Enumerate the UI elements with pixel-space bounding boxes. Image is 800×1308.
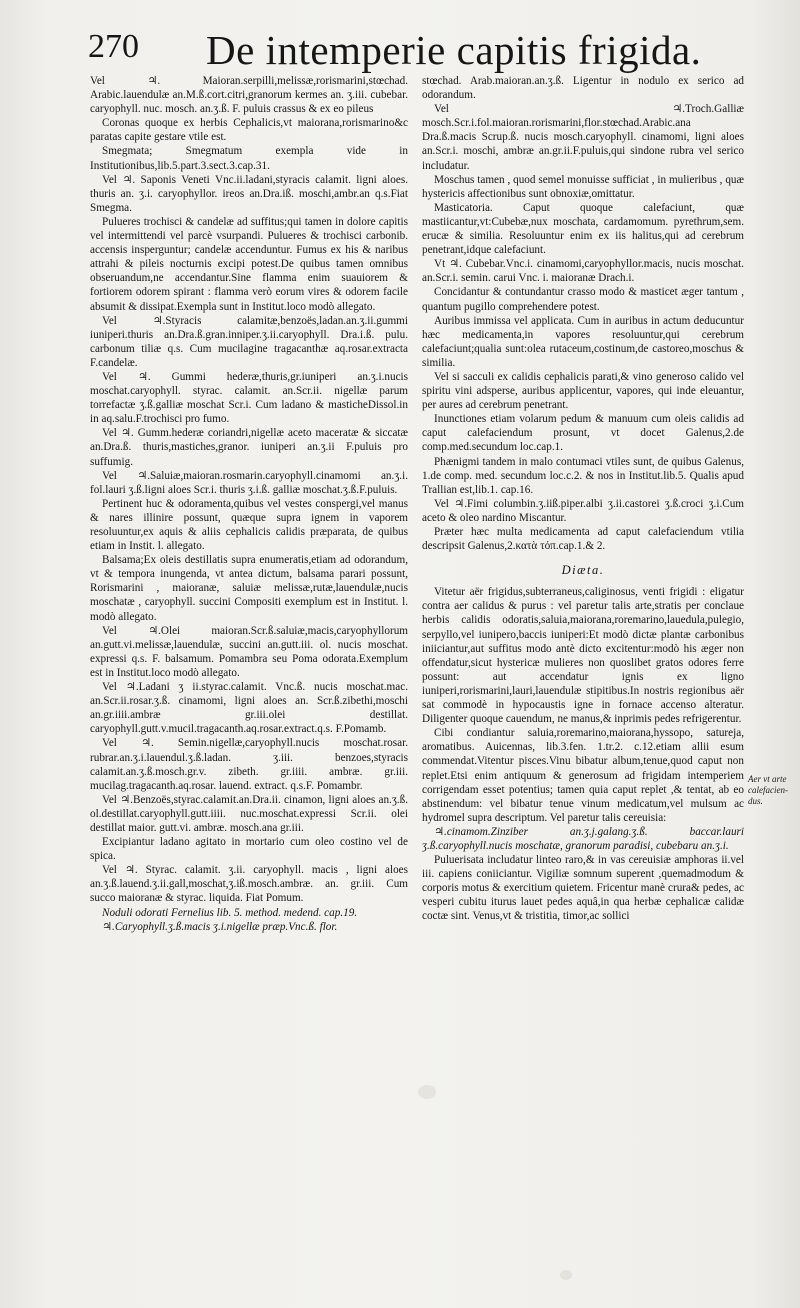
paragraph: stœchad. Arab.maioran.an.ʒ.ß. Ligentur in nodulo ex serico ad odorandum. bbox=[422, 75, 744, 102]
paragraph: Præter hæc multa medicamenta ad caput calefaciendum vtilia descripsit Galenus,2.κατὰ τόπ.cap.1.& 2. bbox=[422, 526, 744, 553]
paragraph: Inunctiones etiam volarum pedum & manuum cum oleis calidis ad caput calefaciendum prosunt, vt docet Galenus,2.de comp.med.secundum loc.cap.1. bbox=[422, 413, 744, 454]
paragraph: Vel ♃.Ladani ʒ ii.styrac.calamit. Vnc.ß. nucis moschat.mac. an.Scr.ii.rosar.ʒ.ß. cinamomi, ligni aloes an. Scr.ß.zibethi,moschi an.gr.iiii.ambræ gr.iii.olei destillat. caryophyll.gutt.v.mucil.tragacanth.aq.rosar.extract.q.s. F.Pomamb. bbox=[90, 681, 408, 736]
paragraph: Cibi condiantur saluia,roremarino,maiorana,hyssopo, satureja, aromatibus. Auicennas, lib.3.fen. 1.tr.2. c.12.etiam allii esum commendat.Vitentur pisces.Vinu bibatur album,tenue,quod caput non replet.Etsi enim antiquum & generosum ad frigidam intemperiem corrigendam esset potentius; tamen quia caput replet ,& tentat, ab eo abstinendum: vel bibatur tenue vinum medicatum,vel mulsum ac hydromel supra descriptum. Vel paretur talis cereuisia: bbox=[422, 727, 744, 824]
running-head: De intemperie capitis frigida. bbox=[206, 27, 702, 73]
right-column bbox=[422, 74, 744, 1302]
left-column bbox=[90, 74, 408, 1302]
paragraph: Moschus tamen , quod semel monuisse sufficiat , in mulieribus , quæ hystericis affectionibus sunt obnoxiæ,omittatur. bbox=[422, 173, 744, 200]
paragraph: Auribus immissa vel applicata. Cum in auribus in actum deducuntur hæc medicamenta,in vapores resoluuntur,qui cerebrum calefaciunt;qualia sunt:olea rutaceum,costinum,de castoreo,moschus & similia. bbox=[422, 314, 744, 369]
page-header bbox=[88, 26, 768, 74]
paragraph: Vel ♃.Benzoës,styrac.calamit.an.Dra.ii. cinamon, ligni aloes an.ʒ.ß. ol.destillat.caryophyll.gutt.iiii. nuc.moschat.expressi Scr.ii. olei destillat maior. gutt.vi. ambræ. mosch.ana gr.iii. bbox=[90, 793, 408, 834]
page-number: 270 bbox=[88, 28, 139, 65]
paragraph: Smegmata; Smegmatum exempla vide in Institutionibus,lib.5.part.3.sect.3.cap.31. bbox=[90, 145, 408, 172]
paragraph: Noduli odorati Fernelius lib. 5. method. medend. cap.19. bbox=[102, 906, 358, 919]
paragraph: Vel ♃. Saponis Veneti Vnc.ii.ladani,styracis calamit. ligni aloes. thuris an. ʒ.i. caryophyllor. ireos an.Dra.iß. moschi,ambr.an q.s.Fiat Smegma. bbox=[90, 173, 408, 214]
paragraph: Vel ♃.Saluiæ,maioran.rosmarin.caryophyll.cinamomi an.ʒ.i. fol.lauri ʒ.ß.ligni aloes Scr.i. thuris ʒ.i.ß. galliæ moschat.ʒ.ß.F.puluis. bbox=[90, 469, 408, 496]
paragraph: Vel ♃.Olei maioran.Scr.ß.saluiæ,macis,caryophyllorum an.gutt.vi.melissæ,lauendulæ, succini an.gutt.iii. ol. nucis moschat. expressi q.s. F. balsamum. Pomambra seu Poma odorata.Exemplum est in Institut.loco modò allegato. bbox=[90, 624, 408, 679]
paragraph: Masticatoria. Caput quoque calefaciunt, quæ mastiicantur,vt:Cubebæ,nux moschata, cardamomum. pyrethrum,sem. erucæ & similia. Resoluuntur enim ex iis halitus,qui ad cerebrum penetrant,idque calefaciunt. bbox=[422, 201, 744, 257]
paragraph: Vel ♃. Gumm.hederæ coriandri,nigellæ aceto maceratæ & siccatæ an.Dra.ß. thuris,mastiches,granor. iuniperi an.ʒ.ii F.puluis pro suffumig. bbox=[90, 427, 408, 468]
paragraph: Vitetur aër frigidus,subterraneus,caliginosus, venti frigidi : eligatur contra aer calidus & purus : vel paretur talis arte,stratis per conclaue herbis calidis odoratis,saluia,maiorana,roremarino,lauedula,pulegio, serpyllo,vel iunipero,baccis iuniperi:Et modò dictæ plantæ carbonibus iniiciantur,aut suffitus modo antè dicto excitentur:modò his æger non offendatur,sicut hystericæ mulieres non quoslibet gratos odores ferre possunt: aut accendatur ignis ex ligno iuniperi,rorismarini,lauri,lauendulæ stipitibus.In nostris regionibus aër sat commodè in hypocaustis igne in fornace accenso alteratur. Diligenter quoque cauendum, ne manus,& inprimis pedes refrigerentur. bbox=[422, 586, 744, 726]
paragraph: Vel ♃. Gummi hederæ,thuris,gr.iuniperi an.ʒ.i.nucis moschat.caryophyll. styrac. calamit. an.Scr.ii. nigellæ parum torrefactæ ʒ.ß.galliæ moschat Scr.i. Cum ladano & masticheDissol.in in aq.salu.F.trochisci pro fumo. bbox=[90, 370, 408, 426]
paragraph: Vel ♃.Styracis calamitæ,benzoës,ladan.an.ʒ.ii.gummi iuniperi.thuris an.Dra.ß.gran.inniper.ʒ.ii.caryophyll. Dra.i.ß. pulu. carbonum tiliæ q.s. Cum mucilagine tragacanthæ aq.rosar.extracta F.candelæ. bbox=[90, 314, 408, 369]
paragraph: ♃.Caryophyll.ʒ.ß.macis ʒ.i.nigellæ præp.Vnc.ß. flor. bbox=[102, 920, 338, 933]
paragraph: Vel ♃. Maioran.serpilli,melissæ,rorismarini,stœchad. Arabic.lauendulæ an.M.ß.cort.citri,granorum kermes an. ʒ.iii. cubebar. caryophyll. nuc. mosch. an.ʒ.ß. F. puluis crassus & ex eo pileus bbox=[90, 75, 408, 116]
paragraph: Pulueres trochisci & candelæ ad suffitus;qui tamen in dolore capitis vel intermittendi vel parcè vsurpandi. Pulueres & trochisci carbonib. accensis insperguntur; candelæ accenduntur. Fumus ex his & naribus attrahi & pileis nocturnis excipi potest.De quibus tamen omnibus obseruandum,ne accendantur.Sine flamma enim suauiorem & fortiorem odorem spirant : flamma verò eorum vires & odorem facile absumit & dissipat.Exempla sunt in Institut.loco modò allegato. bbox=[90, 215, 408, 313]
paragraph: Vel ♃. Semin.nigellæ,caryophyll.nucis moschat.rosar. rubrar.an.ʒ.i.lauendul.ʒ.ß.ladan. ʒ.iii. benzoes,styracis calamit.an.ʒ.ß.mosch.gr.v. zibeth. gr.iiii. ambræ. gr.iii. mucilag.tragacanth.aq.rosar. lauend. extract. q.s.F. Pomambr. bbox=[90, 737, 408, 792]
section-heading: Diæta. bbox=[561, 563, 605, 578]
paragraph: Vel ♃. Styrac. calamit. ʒ.ii. caryophyll. macis , ligni aloes an.ʒ.ß.lauend.ʒ.ii.gall,moschat,ʒ.iß.mosch.ambræ. an. gr.iii. Cum succo maioranæ & styrac. liquida. Fiat Pomum. bbox=[90, 864, 408, 905]
paragraph: Concidantur & contundantur crasso modo & masticet æger tantum , quantum pugillo comprehendere potest. bbox=[422, 286, 744, 313]
margin-note: Aer vt arte calefacien-dus. bbox=[748, 774, 788, 806]
paragraph: Vel si sacculi ex calidis cephalicis parati,& vino generoso calido vel spiritu vini adsperse, auribus applicentur, vapores, qui inde eleuantur, per aures ad cerebrum penetrant. bbox=[422, 370, 744, 412]
paragraph: Vt ♃. Cubebar.Vnc.i. cinamomi,caryophyllor.macis, nucis moschat. an.Scr.i. semin. carui Vnc. i. maioranæ Drach.i. bbox=[422, 258, 744, 285]
paragraph: ♃.cinamom.Zinziber an.ʒ.j.galang.ʒ.ß. baccar.lauri ʒ.ß.caryophyll.nucis moschatæ, granorum paradisi, cubebaru an.ʒ.i. bbox=[422, 825, 744, 852]
paragraph: Balsama;Ex oleis destillatis supra enumeratis,etiam ad odorandum, vt & tempora inungenda, vt antea dictum, balsama parari possunt, Rorismarini , maioranæ, saluiæ melissæ,rutæ,lauendulæ,nucis moschatæ , caryophyll. succini Compositi exemplum est in Institut. l. modò allegato. bbox=[90, 554, 408, 623]
paragraph: Vel ♃.Troch.Galliæ mosch.Scr.i.fol.maioran.rorismarini,flor.stœchad.Arabic.ana Dra.ß.macis Scrup.ß. nucis mosch.caryophyll. cinamomi, ligni aloes an.Scr.i. moschi, ambræ an.gr.ii.F.puluis,qui sindone rubra vel serico includatur. bbox=[422, 103, 744, 172]
paragraph: Puluerisata includatur linteo raro,& in vas cereuisiæ amphoras ii.vel iii. capiens coniiciantur. Vigiliæ somnum superent ,quemadmodum & corporis motus & exercitium quietem. Fricentur manè crura& pedes, ac vesperi cubitu iturus lauet pedes aquâ,in qua herbæ cephalicæ calidæ coctæ sint. Venus,vt & tristitia, timor,ac sollici bbox=[422, 854, 744, 923]
paragraph: Vel ♃.Fimi columbin.ʒ.iiß.piper.albi ʒ.ii.castorei ʒ.ß.croci ʒ.i.Cum aceto & oleo nardino Miscantur. bbox=[422, 497, 744, 524]
paragraph: Excipiantur ladano agitato in mortario cum oleo costino vel de spica. bbox=[90, 836, 408, 863]
paragraph: Coronas quoque ex herbis Cephalicis,vt maiorana,rorismarino&c paratas capite gestare vtile est. bbox=[90, 117, 408, 144]
paragraph: Phænigmi tandem in malo contumaci vtiles sunt, de quibus Galenus, 1.de comp. med. secundum loc.c.2. & nos in Institut.lib.5. Qualis apud Trallian est,lib.1. cap.16. bbox=[422, 455, 744, 496]
paragraph: Pertinent huc & odoramenta,quibus vel vestes conspergi,vel manus & nares illinire possunt, quæque supra ignem in vaporem resoluuntur,ex aquis & aliis cephalicis calidis præparata, de quibus etiam in Instit. l. allegato. bbox=[90, 497, 408, 553]
